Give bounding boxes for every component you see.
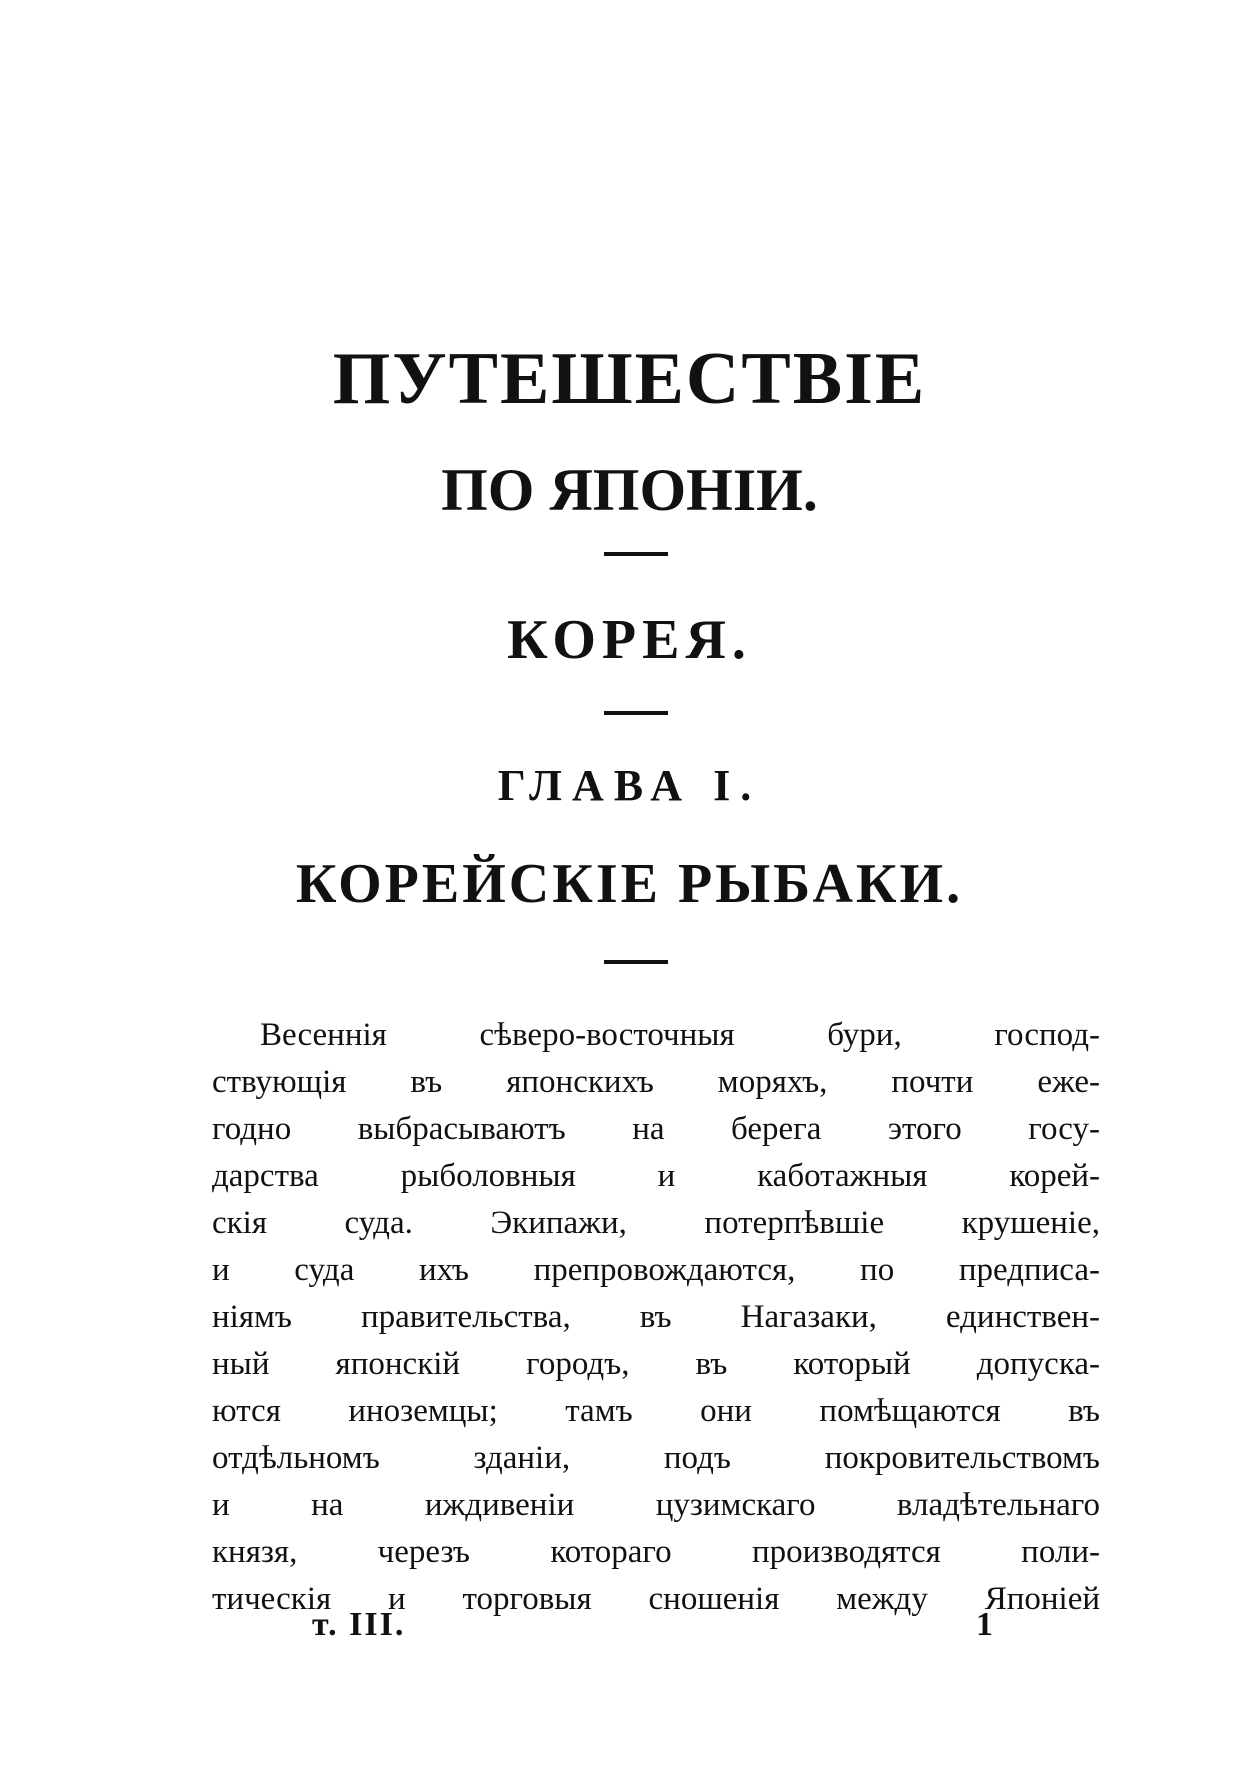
chapter-title: КОРЕЙСКІЕ РЫБАКИ. bbox=[295, 853, 964, 915]
text-line: отдѣльномъ зданіи, подъ покровительствомъ bbox=[212, 1440, 1100, 1476]
text-line: Весеннія сѣверо-восточныя бури, господ- bbox=[260, 1017, 1100, 1053]
page-footer bbox=[0, 1600, 1259, 1650]
separator-rule bbox=[604, 960, 668, 964]
book-subtitle: ПО ЯПОНІИ. bbox=[441, 457, 818, 523]
page-number: 1 bbox=[976, 1606, 993, 1643]
text-line: годно выбрасываютъ на берега этого госу- bbox=[212, 1111, 1100, 1147]
text-line: и на иждивеніи цузимскаго владѣтельнаго bbox=[212, 1487, 1100, 1523]
separator-rule bbox=[604, 711, 668, 715]
text-line: князя, черезъ котораго производятся поли- bbox=[212, 1534, 1100, 1570]
text-line: и суда ихъ препровождаются, по предписа- bbox=[212, 1252, 1100, 1288]
volume-signature: т. III. bbox=[312, 1606, 406, 1643]
text-line: тическія и торговыя сношенія между Японіей bbox=[212, 1581, 1100, 1617]
text-line: ніямъ правительства, въ Нагазаки, единствен- bbox=[212, 1299, 1100, 1335]
text-line: ются иноземцы; тамъ они помѣщаются въ bbox=[212, 1393, 1100, 1429]
book-title: ПУТЕШЕСТВІЕ bbox=[332, 338, 927, 420]
text-line: ствующія въ японскихъ моряхъ, почти еже- bbox=[212, 1064, 1100, 1100]
chapter-label: ГЛАВА І. bbox=[497, 761, 762, 810]
text-line: скія суда. Экипажи, потерпѣвшіе крушеніе, bbox=[212, 1205, 1100, 1241]
text-line: ный японскій городъ, въ который допуска- bbox=[212, 1346, 1100, 1382]
part-title: КОРЕЯ. bbox=[507, 609, 752, 671]
separator-rule bbox=[604, 552, 668, 556]
body-paragraph bbox=[212, 1012, 1100, 1623]
text-line: дарства рыболовныя и каботажныя корей- bbox=[212, 1158, 1100, 1194]
